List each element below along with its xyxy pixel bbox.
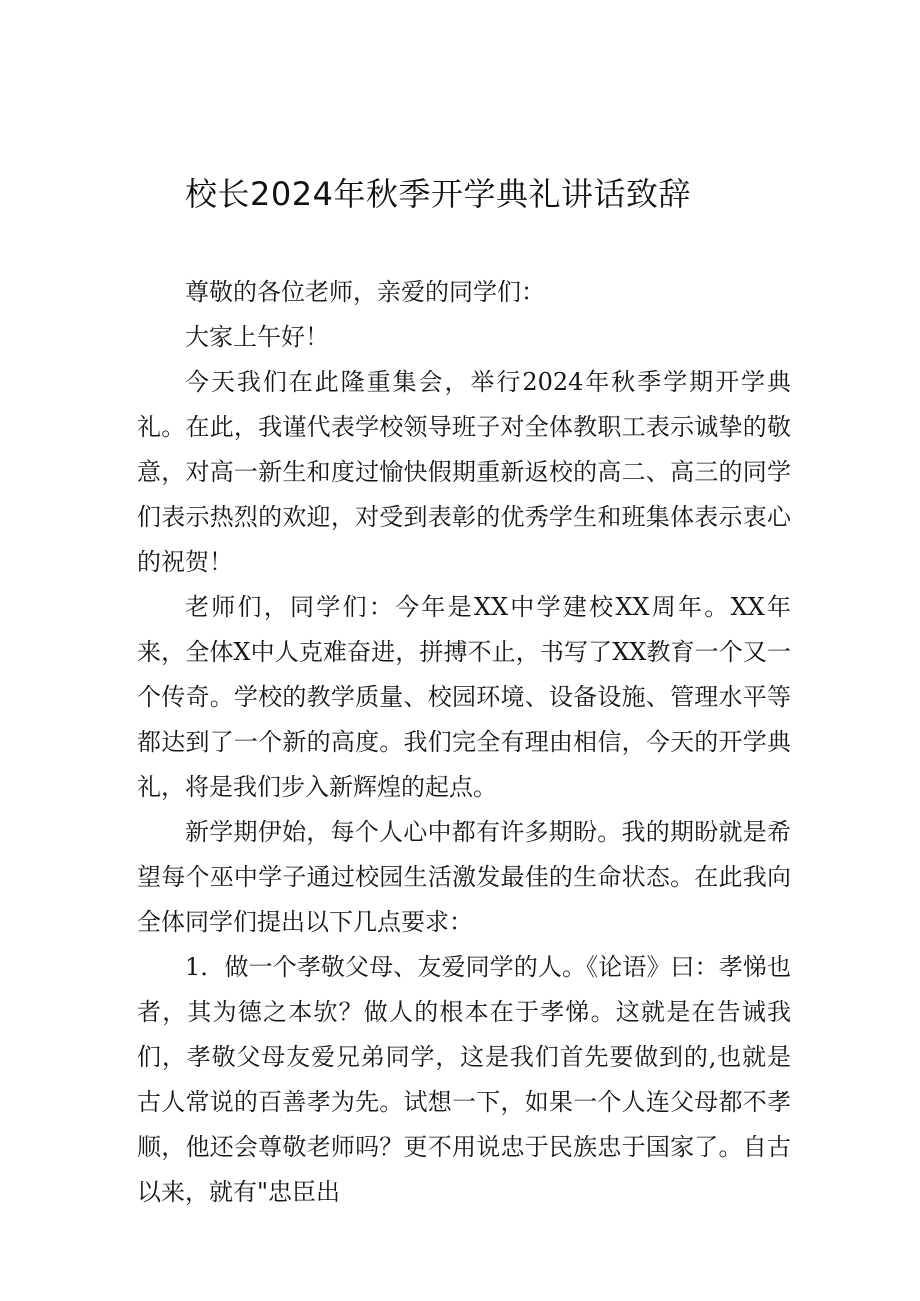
opening-paragraph: 今天我们在此隆重集会，举行2024年秋季学期开学典礼。在此，我谨代表学校领导班子对全体教职工表示诚挚的敬意，对高一新生和度过愉快假期重新返校的高二、高三的同学们表示热烈的欢迎，对受到表彰的优秀学生和班集体表示衷心的祝贺！ (137, 368, 791, 576)
requirement-1-paragraph: 1．做一个孝敬父母、友爱同学的人。《论语》曰：孝悌也者，其为德之本欤？做人的根本在于孝悌。这就是在告诫我们，孝敬父母友爱兄弟同学，这是我们首先要做到的,也就是古人常说的百善孝为先。试想一下，如果一个人连父母都不孝顺，他还会尊敬老师吗？更不用说忠于民族忠于国家了。自古以来，就有"忠臣出 (137, 953, 791, 1206)
greeting-paragraph: 大家上午好！ (185, 323, 329, 351)
document-body (137, 270, 791, 1215)
expectations-paragraph: 新学期伊始，每个人心中都有许多期盼。我的期盼就是希望每个巫中学子通过校园生活激发最佳的生命状态。在此我向全体同学们提出以下几点要求： (137, 818, 791, 936)
salutation-paragraph: 尊敬的各位老师，亲爱的同学们： (185, 278, 545, 306)
document-title: 校长2024年秋季开学典礼讲话致辞 (185, 175, 691, 213)
anniversary-paragraph: 老师们，同学们：今年是XX中学建校XX周年。XX年来，全体X中人克难奋进，拼搏不止，书写了XX教育一个又一个传奇。学校的教学质量、校园环境、设备设施、管理水平等都达到了一个新的高度。我们完全有理由相信，今天的开学典礼，将是我们步入新辉煌的起点。 (137, 593, 791, 801)
